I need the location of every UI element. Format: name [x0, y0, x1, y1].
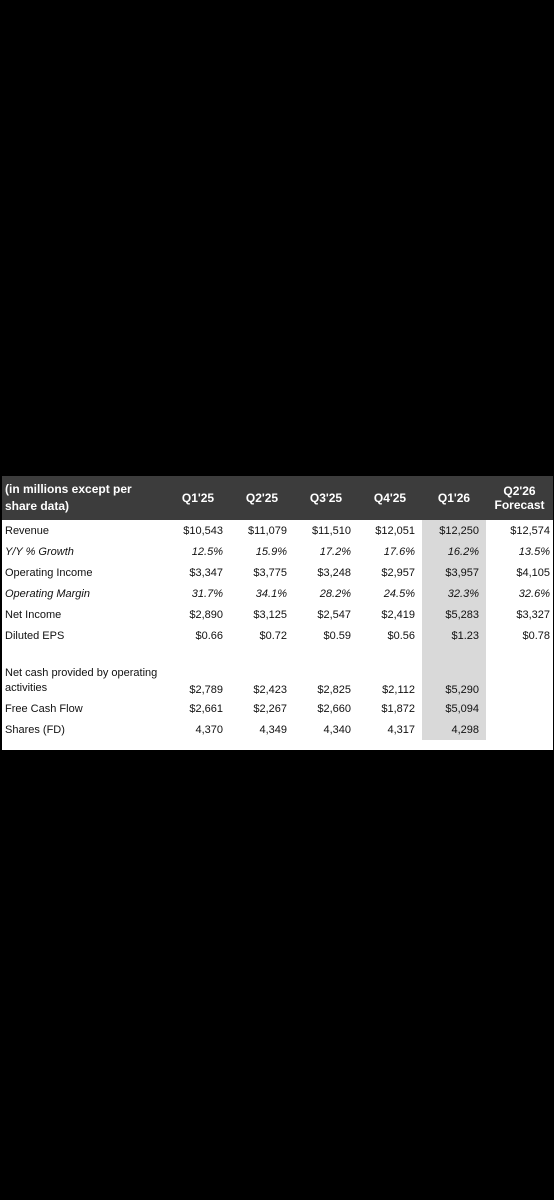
header-q4-25: Q4'25: [373, 491, 407, 505]
cell: $12,051: [375, 524, 415, 537]
row-label: Net Income: [5, 608, 62, 621]
cell: $2,661: [189, 702, 223, 715]
header-label: (in millions except per share data): [5, 482, 132, 513]
cell: $2,547: [317, 608, 351, 621]
cell: $1,872: [381, 702, 415, 715]
cell: $3,347: [189, 566, 223, 579]
cell: $0.59: [323, 629, 351, 642]
cell: $2,957: [381, 566, 415, 579]
cell: $1.23: [422, 625, 486, 646]
cell: 34.1%: [255, 587, 287, 600]
cell: $5,290: [422, 666, 486, 698]
row-label: Net cash provided by operating activities: [5, 667, 158, 694]
table-row-free-cash-flow: [2, 698, 553, 719]
cell: 28.2%: [319, 587, 351, 600]
table-row-shares: [2, 719, 553, 740]
row-label: Revenue: [5, 524, 50, 537]
cell: 32.3%: [422, 583, 486, 604]
cell: 31.7%: [191, 587, 223, 600]
cell: 4,317: [387, 723, 415, 736]
cell: $3,125: [253, 608, 287, 621]
cell: $0.72: [259, 629, 287, 642]
financial-table-card: [2, 476, 553, 750]
cell: $2,419: [381, 608, 415, 621]
table-row-diluted-eps: [2, 625, 553, 646]
cell: 16.2%: [422, 541, 486, 562]
row-label: Diluted EPS: [5, 629, 65, 642]
header-forecast-quarter: Q2'26: [503, 484, 536, 498]
cell: 32.6%: [518, 587, 550, 600]
cell: $3,957: [422, 562, 486, 583]
cell: $0.78: [522, 629, 550, 642]
cell: $2,112: [382, 684, 415, 696]
cell: $2,660: [317, 702, 351, 715]
cell: $0.56: [387, 629, 415, 642]
header-q1-26: Q1'26: [437, 491, 471, 505]
cell: $5,283: [422, 604, 486, 625]
cell: 24.5%: [383, 587, 415, 600]
cell: [486, 719, 553, 740]
header-q1-25: Q1'25: [181, 491, 215, 505]
cell: 4,340: [323, 723, 351, 736]
cell: $2,789: [189, 684, 223, 696]
table-spacer-row: [2, 646, 553, 666]
cell: 17.2%: [319, 545, 351, 558]
cell: $2,825: [317, 684, 351, 696]
cell: 4,298: [422, 719, 486, 740]
cell: $11,079: [248, 524, 287, 537]
table-row-yy-growth: [2, 541, 553, 562]
cell: 15.9%: [255, 545, 287, 558]
cell: $2,423: [253, 684, 287, 696]
cell: 12.5%: [191, 545, 223, 558]
cell: $2,890: [189, 608, 223, 621]
cell: $12,574: [510, 524, 550, 537]
row-label: Free Cash Flow: [5, 702, 83, 715]
cell: $12,250: [422, 520, 486, 541]
cell: $3,248: [317, 566, 351, 579]
table-row-operating-cash: [2, 666, 553, 698]
row-label: Operating Income: [5, 566, 93, 579]
row-label: Y/Y % Growth: [5, 545, 74, 558]
cell: $2,267: [253, 702, 287, 715]
financial-table: [2, 476, 553, 740]
cell: $10,543: [183, 524, 223, 537]
cell: $3,327: [516, 608, 550, 621]
cell: $3,775: [253, 566, 287, 579]
cell: $5,094: [422, 698, 486, 719]
cell: 4,349: [259, 723, 287, 736]
cell: [486, 666, 553, 698]
table-row-net-income: [2, 604, 553, 625]
table-row-operating-margin: [2, 583, 553, 604]
cell: 17.6%: [383, 545, 415, 558]
row-label: Operating Margin: [5, 587, 90, 600]
header-forecast: [486, 476, 553, 520]
table-row-revenue: [2, 520, 553, 541]
cell: $4,105: [516, 566, 550, 579]
table-row-operating-income: [2, 562, 553, 583]
header-q2-25: Q2'25: [245, 491, 279, 505]
cell: $11,510: [312, 524, 351, 537]
header-row: [2, 476, 553, 520]
cell: [486, 698, 553, 719]
cell: 13.5%: [518, 545, 550, 558]
header-q3-25: Q3'25: [309, 491, 343, 505]
row-label: Shares (FD): [5, 723, 65, 736]
cell: $0.66: [195, 629, 223, 642]
cell: 4,370: [195, 723, 223, 736]
header-forecast-label: Forecast: [494, 498, 545, 512]
